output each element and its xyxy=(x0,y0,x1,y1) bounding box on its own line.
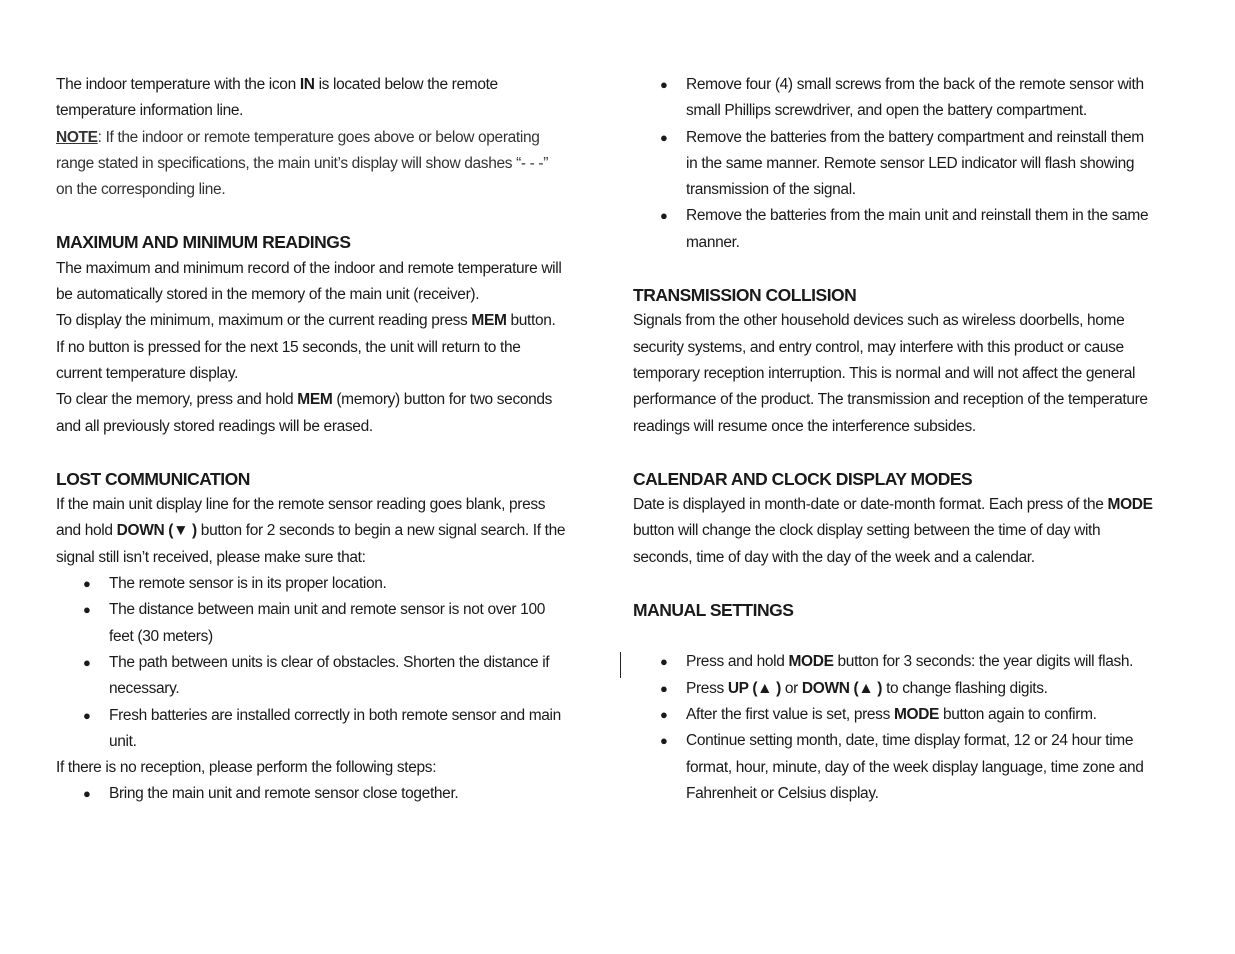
spacer xyxy=(633,440,1153,466)
manual-heading: MANUAL SETTINGS xyxy=(633,600,794,621)
calendar-p1-a: Date is displayed in month-date or date-month format. Each press of the xyxy=(633,496,1108,514)
bullet-icon: ● xyxy=(660,77,668,92)
maxmin-p4 xyxy=(56,387,568,440)
note-paragraph xyxy=(56,125,568,204)
list-item xyxy=(56,703,568,756)
list-item-text: Bring the main unit and remote sensor close together. xyxy=(109,785,459,803)
intro-text-a: The indoor temperature with the icon xyxy=(56,76,300,93)
lost-p1-a: If the main unit display line for the remote sensor reading goes blank, press and hold xyxy=(56,496,546,540)
list-item-text: The path between units is clear of obstacles. Shorten the distance if necessary. xyxy=(109,653,550,698)
list-item xyxy=(56,781,568,807)
list-item xyxy=(633,125,1153,204)
intro-paragraph xyxy=(56,72,568,125)
maxmin-p4-c: (memory) button for two seconds and all previously stored readings will be erased. xyxy=(56,391,553,435)
bullet-icon: ● xyxy=(660,208,668,224)
list-item xyxy=(633,728,1153,807)
list-item-text: to change flashing digits. xyxy=(882,679,1048,697)
note-label: NOTE xyxy=(56,128,98,146)
manual-settings-list xyxy=(633,649,1153,807)
list-item xyxy=(56,597,568,650)
bullet-icon: ● xyxy=(660,680,668,696)
bullet-icon: ● xyxy=(83,576,91,592)
maxmin-p2-a: To display the minimum, maximum or the current reading press xyxy=(56,312,472,330)
bullet-icon: ● xyxy=(660,129,668,145)
right-column xyxy=(633,72,1153,807)
list-item xyxy=(56,571,568,597)
list-item xyxy=(633,676,1153,702)
up-button-label: UP (▲ ) xyxy=(727,679,781,697)
list-item-text: Press xyxy=(686,679,728,697)
bullet-icon: ● xyxy=(83,602,91,618)
list-item-text: Fresh batteries are installed correctly in both remote sensor and main unit. xyxy=(109,706,561,750)
lost-p1-c: button for 2 seconds to begin a new signal search. If the signal still isn’t received, please make sure that: xyxy=(56,522,566,566)
bullet-icon: ● xyxy=(83,654,91,670)
note-text: : If the indoor or remote temperature goes above or below operating range stated in specifications, the main unit’s display will show dashes “- - -” on the corresponding line. xyxy=(56,128,549,199)
lost-p2: If there is no reception, please perform the following steps: xyxy=(56,759,437,777)
bullet-icon: ● xyxy=(660,733,668,749)
list-item-text: Remove the batteries from the main unit and reinstall them in the same manner. xyxy=(686,207,1149,251)
list-item-text: Remove four (4) small screws from the back of the remote sensor with small Phillips screwdriver, and open the battery compartment. xyxy=(686,76,1144,120)
list-item-text: Press and hold xyxy=(686,653,789,671)
bullet-icon: ● xyxy=(83,786,91,802)
mem-button-label: MEM xyxy=(471,312,507,330)
lost-p1 xyxy=(56,492,568,571)
list-item xyxy=(633,649,1153,675)
mode-button-label: MODE xyxy=(1107,496,1153,514)
spacer xyxy=(56,440,568,466)
list-item xyxy=(633,702,1153,728)
maxmin-p2 xyxy=(56,308,568,334)
down-button-label: DOWN (▲ ) xyxy=(801,679,883,697)
list-item-text: Continue setting month, date, time display format, 12 or 24 hour time format, hour, minute, day of the week display language, time zone and Fahrenheit or Celsius display. xyxy=(686,732,1144,802)
mode-button-label: MODE xyxy=(893,705,940,723)
list-item xyxy=(633,203,1153,256)
text-cursor xyxy=(620,652,621,678)
mode-button-label: MODE xyxy=(788,653,834,671)
list-item-text: button for 3 seconds: the year digits will flash. xyxy=(833,653,1134,671)
list-item-text: or xyxy=(780,679,802,697)
left-column xyxy=(56,72,568,808)
spacer xyxy=(56,203,568,229)
spacer xyxy=(633,256,1153,282)
lost-heading: LOST COMMUNICATION xyxy=(56,468,250,489)
maxmin-p1: The maximum and minimum record of the indoor and remote temperature will be automatically stored in the memory of the main unit (receiver). xyxy=(56,259,562,304)
list-item-text: button again to confirm. xyxy=(939,705,1097,723)
reception-steps-continued xyxy=(633,72,1153,256)
lost-checklist xyxy=(56,571,568,755)
down-button-label: DOWN (▼ ) xyxy=(116,522,197,540)
spacer xyxy=(633,571,1153,597)
bullet-icon: ● xyxy=(83,707,91,723)
mem-button-label-2: MEM xyxy=(297,391,333,409)
list-item xyxy=(633,72,1153,125)
maxmin-p2-c: button. xyxy=(506,312,556,330)
calendar-heading: CALENDAR AND CLOCK DISPLAY MODES xyxy=(633,468,973,489)
list-item xyxy=(56,650,568,703)
maxmin-p3: If no button is pressed for the next 15 seconds, the unit will return to the current temperature display. xyxy=(56,338,521,382)
list-item-text: The distance between main unit and remote sensor is not over 100 feet (30 meters) xyxy=(109,601,545,645)
collision-p1: Signals from the other household devices such as wireless doorbells, home security systems, and entry control, may interfere with this product or cause temporary reception interruption. This is normal and will not affect the general performance of the product. The transmission and reception of the temperature readings will resume once the interference subsides. xyxy=(633,312,1148,435)
bullet-icon: ● xyxy=(660,654,668,670)
maxmin-p4-a: To clear the memory, press and hold xyxy=(56,391,298,409)
intro-text-c: is located below the remote temperature information line. xyxy=(56,76,498,120)
bullet-icon: ● xyxy=(660,706,668,722)
list-item-text: After the first value is set, press xyxy=(686,705,894,723)
in-icon-label: IN xyxy=(299,76,315,93)
collision-heading: TRANSMISSION COLLISION xyxy=(633,285,857,306)
list-item-text: Remove the batteries from the battery compartment and reinstall them in the same manner. Remote sensor LED indicator will flash showing transmission of the signal. xyxy=(686,128,1144,199)
reception-steps-list xyxy=(56,781,568,807)
calendar-p1 xyxy=(633,492,1153,571)
spacer xyxy=(633,623,1153,649)
maxmin-heading: MAXIMUM AND MINIMUM READINGS xyxy=(56,232,351,253)
calendar-p1-c: button will change the clock display setting between the time of day with seconds, time of day with the day of the week and a calendar. xyxy=(633,522,1101,566)
list-item-text: The remote sensor is in its proper location. xyxy=(109,575,387,593)
